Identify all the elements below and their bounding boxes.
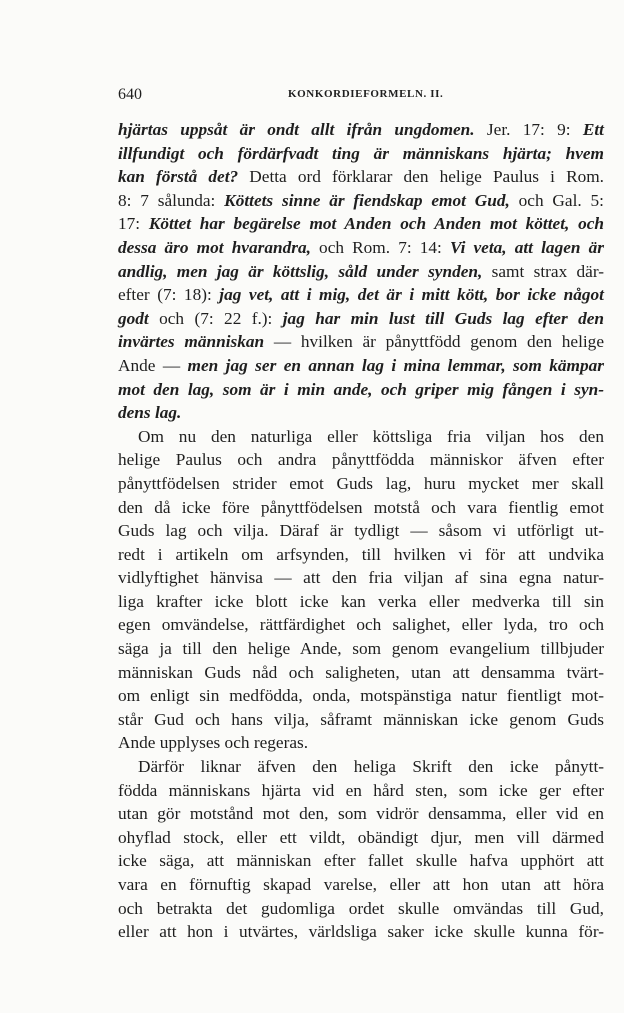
- text-line: [118, 590, 604, 614]
- text-line: [118, 613, 604, 637]
- text-segment: och Gal. 5:: [509, 190, 604, 210]
- text-segment: och betrakta det gudomliga ordet skulle omvändas till Gud,: [118, 898, 604, 918]
- text-line: [118, 920, 604, 944]
- text-segment: födda människans hjärta vid en hård sten, som icke ger efter: [118, 780, 604, 800]
- text-segment: liga krafter icke blott icke kan verka eller medverka till sin: [118, 591, 604, 611]
- text-segment: Ande —: [118, 355, 188, 375]
- text-segment: människan Guds nåd och saligheten, utan att densamma tvärt-: [118, 662, 604, 682]
- text-line: [118, 260, 604, 284]
- text-line: [118, 802, 604, 826]
- text-line: [118, 661, 604, 685]
- text-line: [118, 731, 604, 755]
- italic-text-segment: godt: [118, 308, 149, 328]
- text-line: [118, 378, 604, 402]
- italic-text-segment: kan förstå det?: [118, 167, 239, 187]
- text-line: [118, 708, 604, 732]
- text-segment: och (7: 22 f.):: [148, 308, 283, 328]
- text-segment: står Gud och hans vilja, såframt människan icke genom Guds: [118, 709, 604, 729]
- italic-text-segment: dessa äro mot hvarandra,: [118, 237, 311, 257]
- text-line: [118, 496, 604, 520]
- text-line: [118, 637, 604, 661]
- text-line: [118, 849, 604, 873]
- text-segment: icke säga, att människan efter fallet skulle hafva upphört att: [118, 851, 604, 871]
- italic-text-segment: men jag ser en annan lag i mina lemmar, som kämpar: [187, 355, 604, 375]
- text-line: [118, 118, 604, 142]
- italic-text-segment: Vi veta, att lagen är: [450, 237, 604, 257]
- text-segment: helige Paulus och andra pånyttfödda människor äfven efter: [118, 450, 604, 470]
- text-line: [118, 165, 604, 189]
- text-line: [118, 142, 604, 166]
- italic-text-segment: jag vet, att i mig, det är i mitt kött, bor icke något: [219, 285, 604, 305]
- text-segment: pånyttfödelsen strider emot Guds lag, huru mycket mer skall: [118, 473, 604, 493]
- italic-text-segment: mot den lag, som är i min ande, och griper mig fången i syn-: [118, 379, 604, 399]
- page-header: [118, 86, 532, 108]
- text-segment: säga ja till den helige Ande, som genom evangelium tillbjuder: [118, 639, 604, 659]
- text-line: [118, 755, 604, 779]
- italic-text-segment: dens lag.: [118, 403, 182, 423]
- text-segment: ohyflad stock, eller ett vildt, obändigt djur, men vill därmed: [118, 827, 604, 847]
- italic-text-segment: Ett: [582, 120, 604, 139]
- text-line: [118, 425, 604, 449]
- text-line: [118, 401, 604, 425]
- text-line: [118, 448, 604, 472]
- italic-text-segment: hjärtas uppsåt är ondt allt ifrån ungdomen.: [118, 120, 475, 139]
- text-line: [118, 236, 604, 260]
- text-line: [118, 897, 604, 921]
- text-segment: utan gör motstånd mot den, som vidrör densamma, eller vid en: [118, 804, 604, 824]
- text-line: [118, 307, 604, 331]
- running-title: KONKORDIEFORMELN. II.: [288, 88, 444, 100]
- text-segment: Om nu den naturliga eller köttsliga fria viljan hos den: [138, 426, 604, 446]
- text-segment: Jer. 17: 9:: [474, 120, 583, 139]
- text-segment: eller att hon i utvärtes, världsliga saker icke skulle kunna för-: [118, 922, 604, 942]
- text-segment: vara en förnuftig skapad varelse, eller att hon utan att höra: [118, 875, 604, 894]
- text-segment: Guds lag och vilja. Däraf är tydligt — såsom vi utförligt ut-: [118, 521, 604, 541]
- text-segment: samt strax där-: [482, 261, 605, 281]
- text-segment: 17:: [118, 214, 149, 234]
- text-segment: den då icke före pånyttfödelsen motstå och vara fientlig emot: [118, 497, 604, 517]
- italic-text-segment: Köttets sinne är fiendskap emot Gud,: [224, 190, 510, 210]
- text-line: [118, 283, 604, 307]
- text-line: [118, 873, 604, 897]
- text-line: [118, 826, 604, 850]
- text-line: [118, 354, 604, 378]
- text-line: [118, 684, 604, 708]
- italic-text-segment: jag har min lust till Guds lag efter den: [282, 308, 605, 328]
- text-line: [118, 330, 604, 354]
- italic-text-segment: andlig, men jag är köttslig, såld under synden,: [118, 261, 483, 281]
- text-line: [118, 566, 604, 590]
- text-segment: och Rom. 7: 14:: [310, 237, 450, 257]
- text-segment: egen omvändelse, rättfärdighet och salighet, eller lyda, tro och: [118, 615, 604, 635]
- italic-text-segment: Köttet har begärelse mot Anden och Anden mot köttet, och: [148, 214, 604, 234]
- italic-text-segment: invärtes människan: [118, 332, 265, 352]
- body-text: [118, 118, 604, 944]
- text-segment: vidlyftighet hänvisa — att den fria viljan af sina egna natur-: [118, 568, 604, 588]
- text-segment: efter (7: 18):: [118, 285, 220, 305]
- text-segment: om enligt sin medfödda, onda, motspänstiga natur fientligt mot-: [118, 686, 604, 706]
- text-line: [118, 472, 604, 496]
- text-line: [118, 779, 604, 803]
- page-number: 640: [118, 86, 142, 103]
- text-segment: Ande upplyses och regeras.: [118, 733, 309, 753]
- text-line: [118, 212, 604, 236]
- text-segment: 8: 7 sålunda:: [118, 190, 225, 210]
- text-line: [118, 543, 604, 567]
- text-line: [118, 519, 604, 543]
- text-segment: redt i artikeln om arfsynden, till hvilken vi för att undvika: [118, 544, 604, 564]
- text-segment: Därför liknar äfven den heliga Skrift den icke pånytt-: [138, 757, 604, 777]
- text-segment: Detta ord förklarar den helige Paulus i Rom.: [238, 167, 604, 187]
- italic-text-segment: illfundigt och fördärfvadt ting är människans hjärta; hvem: [118, 143, 604, 163]
- text-segment: — hvilken är pånyttfödd genom den helige: [264, 332, 604, 352]
- text-line: [118, 189, 604, 213]
